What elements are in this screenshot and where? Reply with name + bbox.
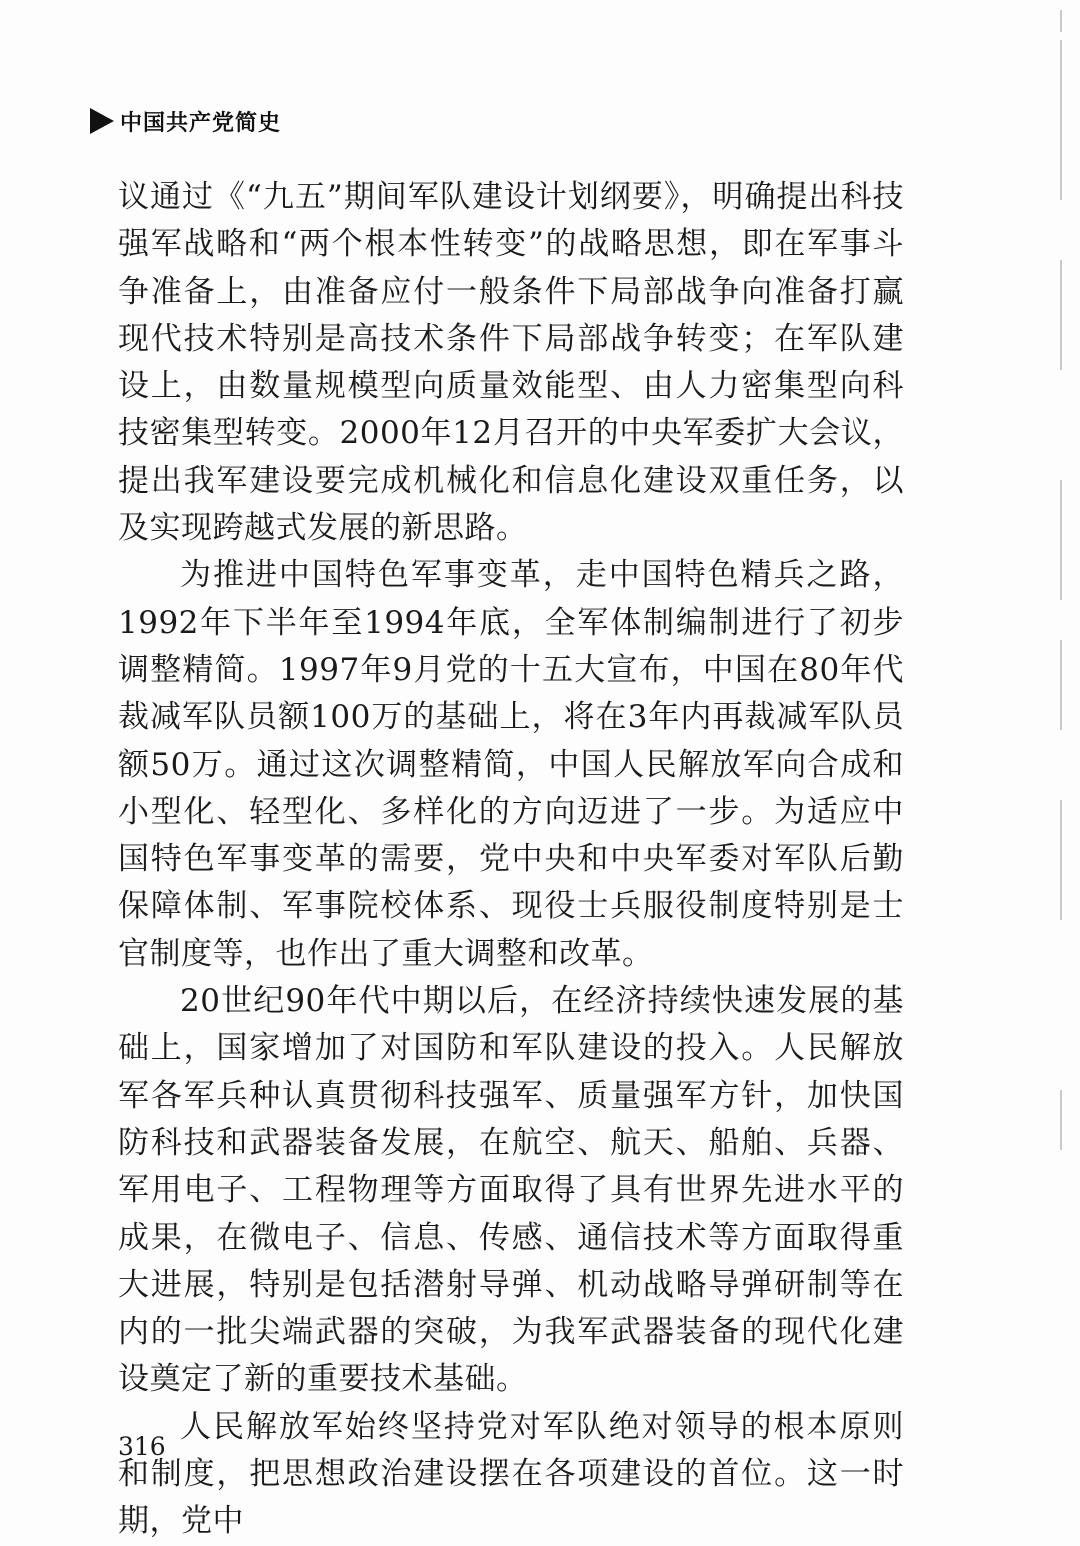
body-text <box>118 174 904 1546</box>
scan-edge-mark <box>1060 260 1062 370</box>
paragraph: 20世纪90年代中期以后，在经济持续快速发展的基础上，国家增加了对国防和军队建设的投入。人民解放军各军兵种认真贯彻科技强军、质量强军方针，加快国防科技和武器装备发展，在航空、航天、船舶、兵器、军用电子、工程物理等方面取得了具有世界先进水平的成果，在微电子、信息、传感、通信技术等方面取得重大进展，特别是包括潜射导弹、机动战略导弹研制等在内的一批尖端武器的突破，为我军武器装备的现代化建设奠定了新的重要技术基础。 <box>118 983 904 1398</box>
scan-edge-mark <box>1060 640 1062 730</box>
scan-edge-mark <box>1060 800 1062 920</box>
paragraph: 为推进中国特色军事变革，走中国特色精兵之路，1992年下半年至1994年底，全军体制编制进行了初步调整精简。1997年9月党的十五大宣布，中国在80年代裁减军队员额100万的基础上，将在3年内再裁减军队员额50万。通过这次调整精简，中国人民解放军向合成和小型化、轻型化、多样化的方向迈进了一步。为适应中国特色军事变革的需要，党中央和中央军委对军队后勤保障体制、军事院校体系、现役士兵服役制度特别是士官制度等，也作出了重大调整和改革。 <box>118 557 904 972</box>
scan-edge-mark <box>1060 40 1062 200</box>
page-number: 316 <box>118 1432 166 1461</box>
triangle-right-icon <box>90 108 114 134</box>
paragraph: 议通过《“九五”期间军队建设计划纲要》，明确提出科技强军战略和“两个根本性转变”的战略思想，即在军事斗争准备上，由准备应付一般条件下局部战争向准备打赢现代技术特别是高技术条件下局部战争转变；在军队建设上，由数量规模型向质量效能型、由人力密集型向科技密集型转变。2000年12月召开的中央军委扩大会议，提出我军建设要完成机械化和信息化建设双重任务，以及实现跨越式发展的新思路。 <box>118 179 904 547</box>
paragraph: 人民解放军始终坚持党对军队绝对领导的根本原则和制度，把思想政治建设摆在各项建设的首位。这一时期，党中 <box>118 1408 904 1540</box>
scan-edge-mark <box>1060 480 1062 600</box>
scan-edge-mark <box>1060 10 1062 32</box>
running-header <box>90 104 281 138</box>
book-title: 中国共产党简史 <box>120 110 282 136</box>
scan-edge-mark <box>1060 1090 1062 1150</box>
